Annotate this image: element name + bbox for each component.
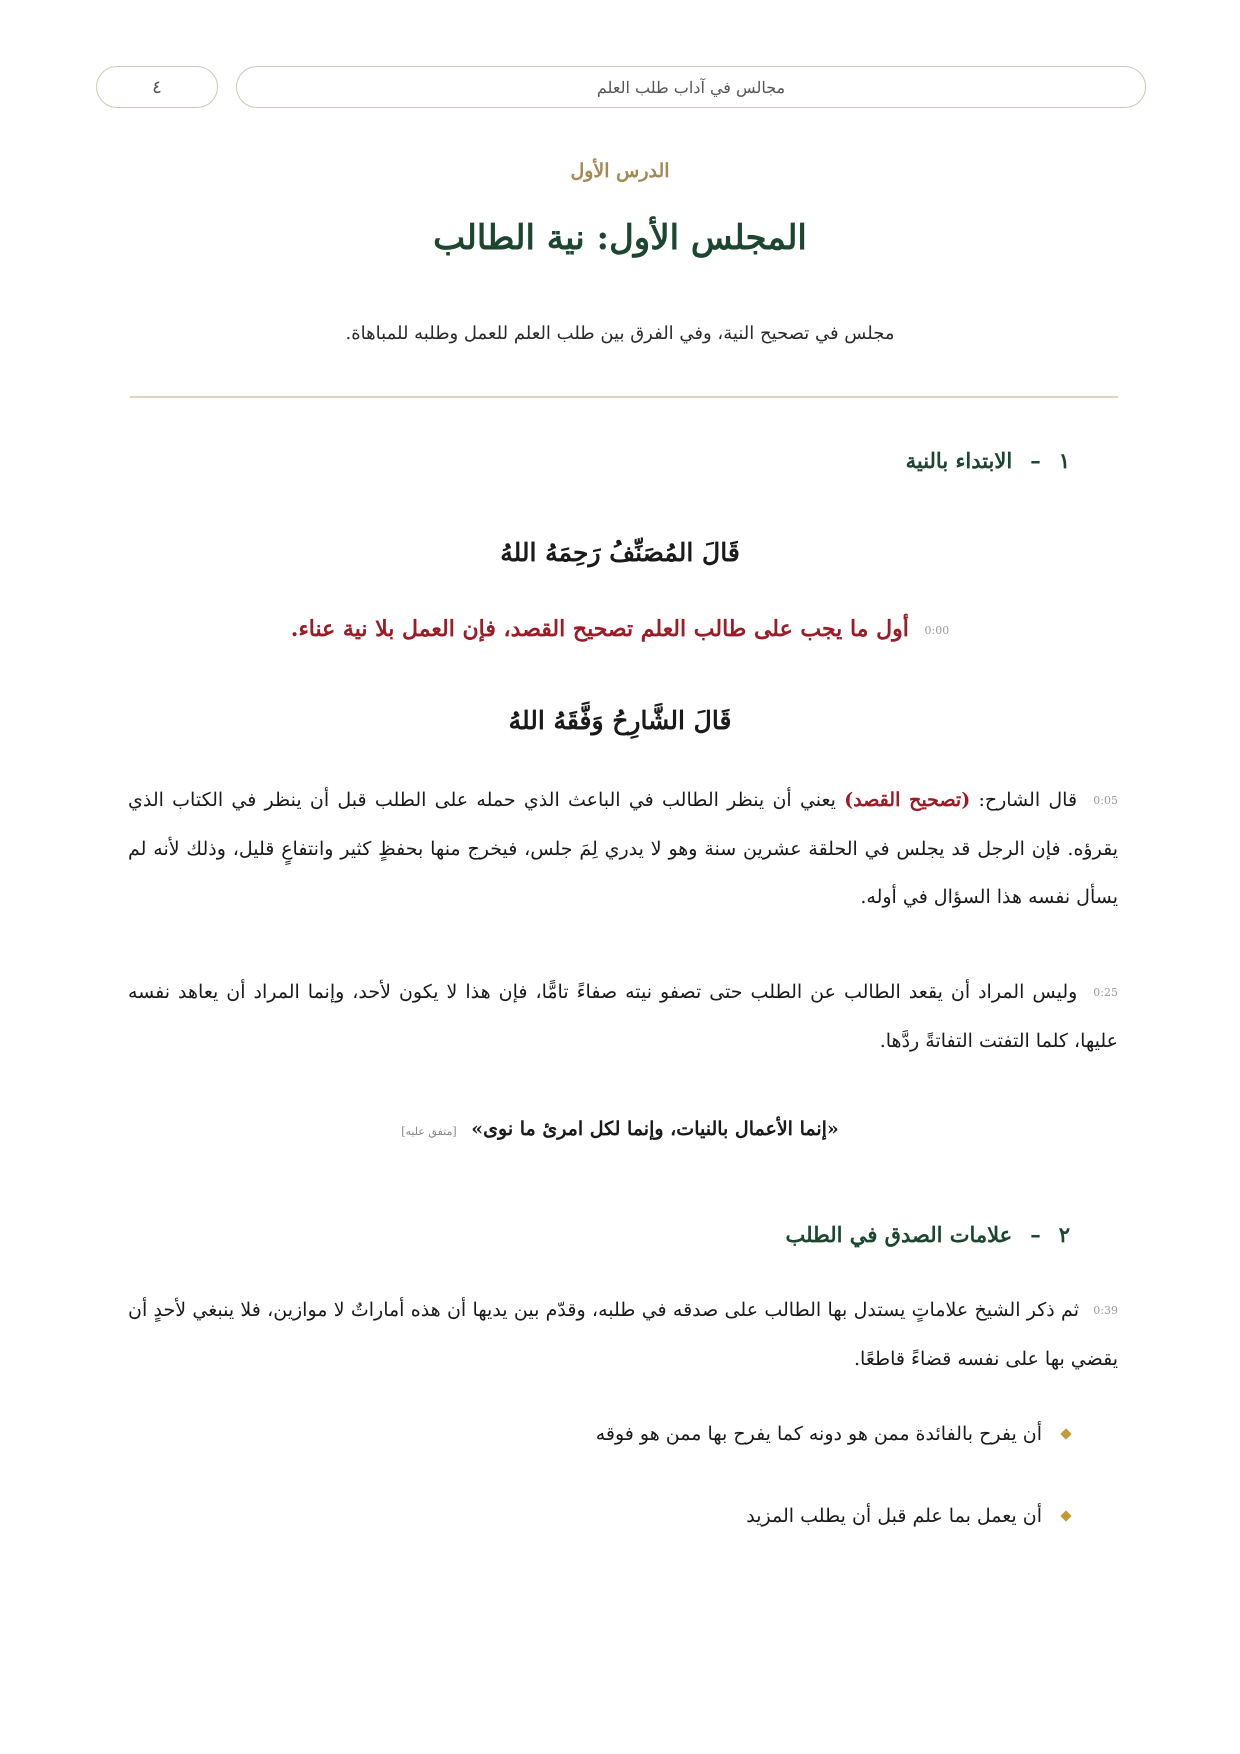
- section-heading-1: [906, 448, 1070, 473]
- section-number: ٢: [1058, 1222, 1070, 1247]
- list-item-text: أن يفرح بالفائدة ممن هو دونه كما يفرح بها ممن هو فوقه: [595, 1423, 1042, 1445]
- page-number-pill: [96, 66, 218, 108]
- paragraph: [128, 1286, 1118, 1383]
- subtitle: مجلس في تصحيح النية، وفي الفرق بين طلب العلم للعمل وطلبه للمباهاة.: [345, 323, 895, 344]
- diamond-bullet-icon: [1060, 1510, 1071, 1521]
- list-item-text: أن يعمل بما علم قبل أن يطلب المزيد: [746, 1505, 1042, 1527]
- bullet-list: [170, 1418, 1070, 1582]
- page-number: ٤: [152, 76, 162, 98]
- section-number: ١: [1058, 448, 1070, 473]
- section-dash: –: [1030, 1222, 1041, 1247]
- paragraph-body: وليس المراد أن يقعد الطالب عن الطلب حتى تصفو نيته صفاءً تامًّا، فإن هذا لا يكون لأحد، وإنما المراد أن يعاهد نفسه عليها، كلما التفتت التفاتةً ردَّها.: [128, 981, 1118, 1052]
- timestamp[interactable]: 0:25: [1093, 986, 1118, 999]
- hadith-source: [متفق عليه]: [401, 1125, 457, 1138]
- paragraph-lead: قال الشارح:: [978, 789, 1078, 811]
- paragraph-body: ثم ذكر الشيخ علاماتٍ يستدل بها الطالب على صدقه في طلبه، وقدّم بين يديها أن هذه أماراتٌ لا موازين، فلا ينبغي لأحدٍ أن يقضي بها على نفسه قضاءً قاطعًا.: [128, 1299, 1118, 1370]
- section-heading-2: [785, 1222, 1070, 1247]
- commentator-heading: قَالَ الشَّارِحُ وَفَّقَهُ اللهُ: [508, 706, 732, 735]
- matn-text: [0, 616, 1240, 642]
- book-title: مجالس في آداب طلب العلم: [596, 77, 786, 97]
- hadith-quote: [0, 1118, 1240, 1140]
- matn-body: أول ما يجب على طالب العلم تصحيح القصد، فإن العمل بلا نية عناء.: [290, 616, 909, 642]
- timestamp[interactable]: 0:05: [1093, 794, 1118, 807]
- divider: [130, 396, 1118, 398]
- paragraph-body: يعني أن ينظر الطالب في الباعث الذي حمله على الطلب قبل أن ينظر في الكتاب الذي يقرؤه. فإن الرجل قد يجلس في الحلقة عشرين سنة وهو لا يدري لِمَ جلس، فيخرج منها بحفظٍ كثير وانتفاعٍ قليل، وذلك لأنه لم يسأل نفسه هذا السؤال في أوله.: [128, 789, 1118, 908]
- list-item: [170, 1500, 1070, 1532]
- paragraph: [128, 776, 1118, 921]
- section-dash: –: [1030, 448, 1041, 473]
- timestamp[interactable]: 0:39: [1093, 1304, 1118, 1317]
- section-title: علامات الصدق في الطلب: [785, 1222, 1013, 1247]
- hadith-text: «إنما الأعمال بالنيات، وإنما لكل امرئ ما نوى»: [471, 1118, 839, 1140]
- paragraph: [128, 968, 1118, 1065]
- page-title: المجلس الأول: نية الطالب: [433, 218, 807, 258]
- diamond-bullet-icon: [1060, 1428, 1071, 1439]
- list-item: [170, 1418, 1070, 1450]
- highlight-term: (تصحيح القصد): [844, 789, 971, 811]
- timestamp[interactable]: 0:00: [924, 623, 950, 637]
- author-heading: قَالَ المُصَنِّفُ رَحِمَهُ اللهُ: [500, 538, 740, 567]
- section-title: الابتداء بالنية: [905, 448, 1013, 473]
- lesson-label: الدرس الأول: [570, 160, 670, 182]
- running-header: [236, 66, 1146, 108]
